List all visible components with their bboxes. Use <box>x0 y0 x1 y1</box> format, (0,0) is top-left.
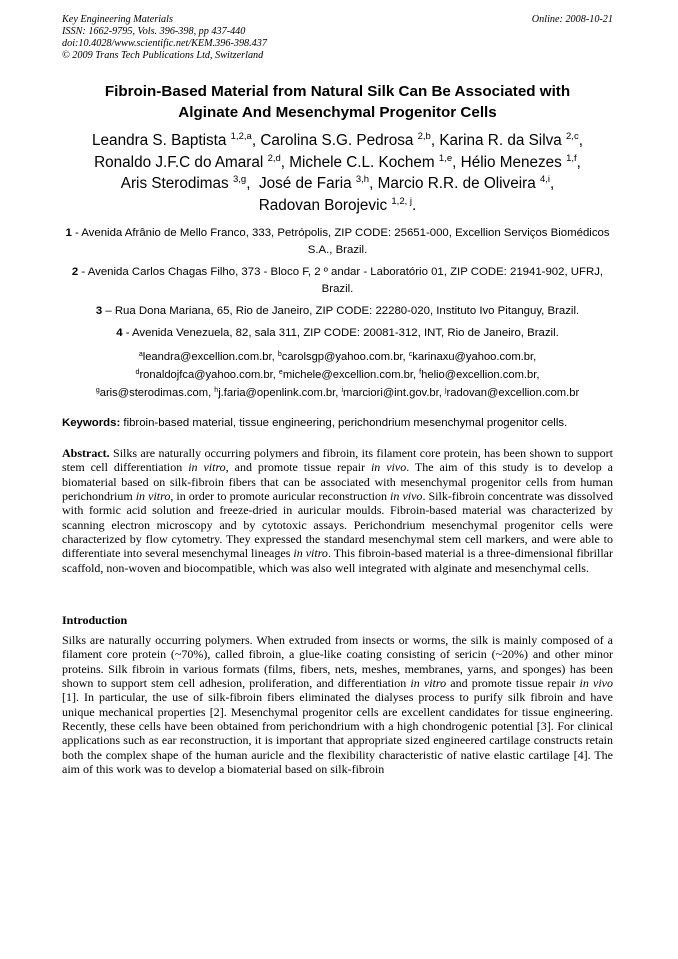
author-affil: 2,d <box>267 152 281 164</box>
abstract-text: . Silk-fibroin concentrate was dissolved with formic acid solution and freeze-dried in auricular moulds. Fibroin-based material was characterized by scanning electron microscopy and by cytotoxic assays. Perichondrium mesenchymal progenitor cells were characterized by flow cytometry. They expressed the standard mesenchymal stem cell markers, and were able to differentiate into several mesenchymal lineages <box>62 488 613 561</box>
email-key: f <box>419 368 422 376</box>
author-line-2: Ronaldo J.F.C do Amaral $^{2,d}$, Michele C.L. Kochem $^{1,e}$, Hélio Menezes $^{1,f}$, <box>94 152 581 171</box>
author-name: José de Faria <box>258 175 352 193</box>
author-name: Hélio Menezes <box>460 153 562 171</box>
email-address[interactable]: helio@excellion.com.br <box>421 368 537 381</box>
abstract-text: , and promote tissue repair <box>225 460 371 475</box>
affiliation-number: 3 <box>95 305 103 317</box>
email-address[interactable]: karinaxu@yahoo.com.br <box>412 350 534 363</box>
author-affil: 3,h <box>355 174 370 186</box>
intro-text: Silks are naturally occurring polymers. When extruded from insects or worms, the silk is mainly composed of a filament core protein (~70%), called fibroin, a glue-like coating consisting of sericin (~20%) and other minor proteins. Silk fibroin in various formats (films, fibers, nets, meshes, membranes, yarns, and sponges) has been shown to support stem cell adhesion, proliferation, and differentiation <box>62 632 613 690</box>
email-line-1: $^a$leandra@excellion.com.br, $^b$carolsgp@yahoo.com.br, $^c$karinaxu@yahoo.com.br, <box>138 350 537 363</box>
affiliation-text: - Avenida Afrânio de Mello Franco, 333, Petrópolis, ZIP CODE: 25651-000, Excellion Serviços Biomédicos S.A., Brazil. <box>71 227 610 256</box>
author-affil: 2,c <box>566 131 579 142</box>
journal-header <box>62 14 613 62</box>
email-address[interactable]: leandra@excellion.com.br <box>142 350 272 363</box>
paper-page <box>62 14 613 776</box>
email-address[interactable]: marciori@int.gov.br <box>343 386 439 399</box>
email-key: e <box>278 368 283 376</box>
title-line-2: Alginate And Mesenchymal Progenitor Cells <box>178 104 497 121</box>
author-affil: 1,2,a <box>230 131 252 142</box>
email-line-3: $^g$aris@sterodimas.com, $^h$j.faria@openlink.com.br, $^i$marciori@int.gov.br, $^j$radovan@excellion.com.br <box>95 386 580 399</box>
affiliation-text: – Rua Dona Mariana, 65, Rio de Janeiro, ZIP CODE: 22280-020, Instituto Ivo Pitanguy, Brazil. <box>102 305 580 317</box>
keywords-label: Keywords: <box>62 416 121 429</box>
email-address[interactable]: michele@excellion.com.br <box>282 368 413 381</box>
author-line-1: Leandra S. Baptista $^{1,2,a}$, Carolina S.G. Pedrosa $^{2,b}$, Karina R. da Silva $^{2,c}$, <box>92 131 583 149</box>
email-key: c <box>408 350 413 358</box>
email-address[interactable]: j.faria@openlink.com.br <box>218 386 336 399</box>
author-name: Aris Sterodimas <box>120 175 229 193</box>
introduction-body <box>62 633 613 776</box>
intro-text: and promote tissue repair <box>446 675 580 690</box>
keywords <box>62 416 613 430</box>
affiliation-number: 1 <box>65 227 72 240</box>
affiliation-text: - Avenida Carlos Chagas Filho, 373 - Bloco F, 2 º andar - Laboratório 01, ZIP CODE: 21941-902, UFRJ, Brazil. <box>78 266 604 295</box>
author-affil: 4,i <box>539 174 550 186</box>
author-line-3: Aris Sterodimas $^{3,g}$, José de Faria $^{3,h}$, Marcio R.R. de Oliveira $^{4,i}$, <box>120 174 555 193</box>
email-address[interactable]: aris@sterodimas.com <box>99 386 209 399</box>
affiliation-number: 2 <box>71 266 79 279</box>
title-line-1: Fibroin-Based Material from Natural Silk Can Be Associated with <box>104 83 571 100</box>
author-line-4: Radovan Borojevic $^{1,2, j}$. <box>258 195 417 214</box>
author-name: Radovan Borojevic <box>258 196 388 214</box>
email-key: j <box>444 386 447 394</box>
abstract-italic: in vivo <box>370 460 407 475</box>
author-affil: 1,e <box>438 152 453 164</box>
online-date: Online: 2008-10-21 <box>531 14 613 25</box>
journal-name: Key Engineering Materials <box>62 14 173 25</box>
author-name: Karina R. da Silva <box>439 132 562 149</box>
email-address[interactable]: radovan@excellion.com.br <box>446 386 580 399</box>
copyright-line: © 2009 Trans Tech Publications Ltd, Switzerland <box>62 50 264 61</box>
author-name: Ronaldo J.F.C do Amaral <box>94 153 264 171</box>
author-affil: 1,2, j <box>391 195 412 207</box>
abstract-text: . The aim of this study is to develop a biomaterial based on silk-fibroin fibers that can be associated with mesenchymal progenitor cells from human perichondrium <box>62 460 613 503</box>
affiliation-4 <box>62 325 613 341</box>
author-affil: 2,b <box>417 131 431 142</box>
author-affil: 1,f <box>566 152 577 164</box>
paper-title <box>62 81 613 123</box>
abstract-text: , in order to promote auricular reconstruction <box>170 488 391 503</box>
email-key: h <box>214 386 219 394</box>
affiliation-text: - Avenida Venezuela, 82, sala 311, ZIP CODE: 20081-312, INT, Rio de Janeiro, Brazil. <box>122 327 559 340</box>
affiliation-2 <box>62 264 613 297</box>
abstract <box>62 446 613 575</box>
email-key: a <box>138 350 143 358</box>
issn-line: ISSN: 1662-9795, Vols. 396-398, pp 437-440 <box>62 26 246 37</box>
abstract-italic: in vitro <box>293 546 328 561</box>
introduction-heading: Introduction <box>62 612 128 627</box>
affiliation-1 <box>62 225 613 258</box>
abstract-italic: in vivo <box>390 488 423 503</box>
email-address[interactable]: ronaldojfca@yahoo.com.br <box>139 368 273 381</box>
abstract-italic: in vitro <box>188 460 226 475</box>
email-address[interactable]: carolsgp@yahoo.com.br <box>281 350 403 363</box>
author-name: Leandra S. Baptista <box>92 132 227 149</box>
intro-italic: in vivo <box>579 675 613 690</box>
author-affil: 3,g <box>232 174 247 186</box>
email-key: g <box>95 386 100 394</box>
email-key: i <box>341 386 344 394</box>
intro-italic: in vitro <box>410 675 447 690</box>
doi-line: doi:10.4028/www.scientific.net/KEM.396-398.437 <box>62 38 267 49</box>
author-name: Carolina S.G. Pedrosa <box>260 132 414 149</box>
abstract-text: Silks are naturally occurring polymers and fibroin, its filament core protein, has been shown to support stem cell differentiation <box>62 445 613 475</box>
author-name: Marcio R.R. de Oliveira <box>377 175 536 193</box>
email-line-2: $^d$ronaldojfca@yahoo.com.br, $^e$michele@excellion.com.br, $^f$helio@excellion.com.br, <box>135 368 540 381</box>
abstract-text: . This fibroin-based material is a three-dimensional fibrillar scaffold, non-woven and biocompatible, which was also well integrated with alginate and mesenchymal cells. <box>62 546 613 575</box>
affiliations <box>62 225 613 401</box>
abstract-label: Abstract. <box>62 445 110 460</box>
email-key: d <box>135 368 140 376</box>
email-key: b <box>277 350 282 358</box>
email-list <box>62 348 613 402</box>
affiliation-number: 4 <box>116 327 123 340</box>
abstract-italic: in vitro <box>135 488 171 503</box>
author-list <box>62 130 613 216</box>
affiliation-3 <box>62 303 613 319</box>
author-name: Michele C.L. Kochem <box>289 153 435 171</box>
intro-text: [1]. In particular, the use of silk-fibroin fibers eliminated the dialyses process to purify silk fibroin and have unique mechanical properties [2]. Mesenchymal progenitor cells are excellent candidates for tissue engineering. Recently, these cells have been obtained from perichondrium with a high chondrogenic potential [3]. For clinical applications such as ear reconstruction, it is important that appropriate sized engineered cartilage constructs retain both the complex shape of the human auricle and the flexibility characteristic of native elastic cartilage [4]. The aim of this work was to develop a biomaterial based on silk-fibroin <box>62 690 613 776</box>
keywords-text: fibroin-based material, tissue engineering, perichondrium mesenchymal progenitor cells. <box>120 416 568 429</box>
